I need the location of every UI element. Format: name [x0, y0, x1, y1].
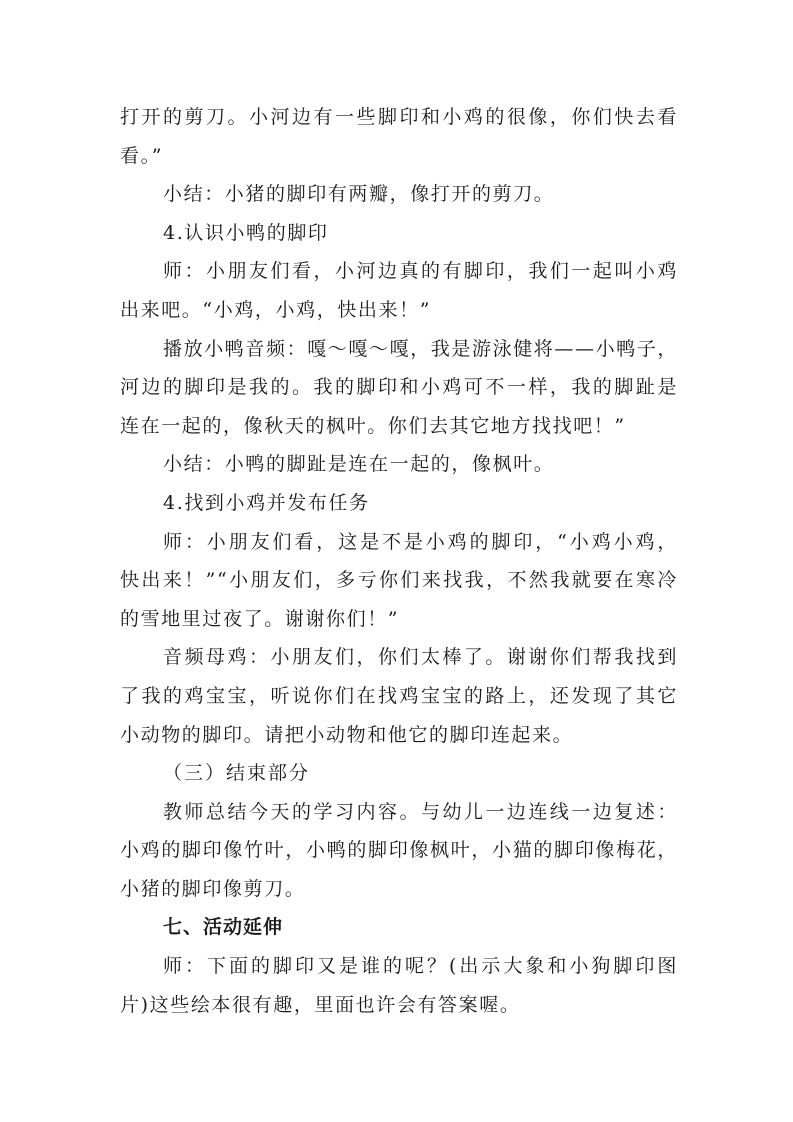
hen-audio-line-3: 小动物的脚印。请把小动物和他它的脚印连起来。: [120, 723, 574, 746]
section-extension-heading: 七、活动延伸: [163, 916, 284, 939]
hen-audio-line-1: 音频母鸡：小朋友们，你们太棒了。谢谢你们帮我找到: [163, 646, 678, 669]
teacher-line-2: 出来吧。“小鸡，小鸡，快出来！”: [120, 298, 432, 321]
section-ending-heading: （三）结束部分: [163, 762, 311, 785]
extension-line-2: 片)这些绘本很有趣，里面也许会有答案喔。: [120, 993, 521, 1016]
teacher-chick-line-2: 快出来！”“小朋友们，多亏你们来找我，不然我就要在寒冷: [120, 569, 678, 592]
review-line-2: 小鸡的脚印像竹叶，小鸭的脚印像枫叶，小猫的脚印像梅花，: [120, 839, 678, 862]
duck-audio-line-2: 河边的脚印是我的。我的脚印和小鸡可不一样，我的脚趾是: [120, 376, 678, 399]
review-line-3: 小猪的脚印像剪刀。: [120, 877, 306, 900]
document-body: [120, 98, 678, 1024]
extension-line-1: 师：下面的脚印又是谁的呢？(出示大象和小狗脚印图: [163, 955, 678, 978]
review-line-1: 教师总结今天的学习内容。与幼儿一边连线一边复述：: [163, 800, 678, 823]
teacher-chick-line-3: 的雪地里过夜了。谢谢你们！”: [120, 607, 400, 630]
step-find-chick-title: 4.找到小鸡并发布任务: [163, 491, 370, 514]
step-duck-footprint-title: 4.认识小鸭的脚印: [163, 221, 329, 244]
teacher-line-1: 师：小朋友们看，小河边真的有脚印，我们一起叫小鸡: [163, 260, 678, 283]
paragraph-line-1: 打开的剪刀。小河边有一些脚印和小鸡的很像，你们快去看: [120, 106, 678, 128]
summary-pig-line: 小结：小猪的脚印有两瓣，像打开的剪刀。: [163, 183, 555, 206]
teacher-chick-line-1: 师：小朋友们看，这是不是小鸡的脚印，“小鸡小鸡，: [163, 530, 678, 553]
duck-audio-line-1: 播放小鸭音频：嘎～嘎～嘎，我是游泳健将——小鸭子，: [163, 337, 679, 360]
paragraph-line-2: 看。”: [120, 144, 164, 167]
duck-audio-line-3: 连在一起的，像秋天的枫叶。你们去其它地方找找吧！”: [120, 414, 626, 437]
hen-audio-line-2: 了我的鸡宝宝，听说你们在找鸡宝宝的路上，还发现了其它: [120, 684, 678, 707]
summary-duck-line: 小结：小鸭的脚趾是连在一起的，像枫叶。: [163, 453, 555, 476]
